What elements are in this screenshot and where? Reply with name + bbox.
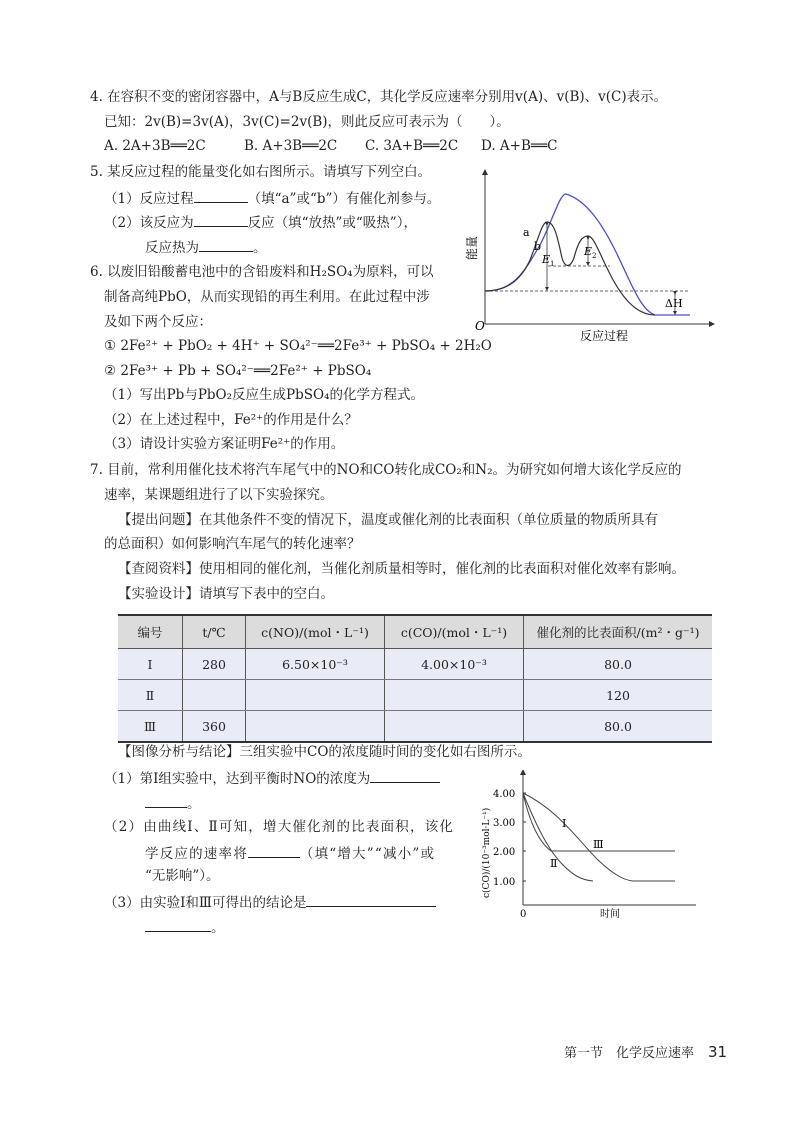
q7-sub3-text: （3）由实验Ⅰ和Ⅲ可得出的结论是 <box>104 895 307 911</box>
q7-reference: 【查阅资料】使用相同的催化剂，当催化剂质量相等时，催化剂的比表面积对催化效率有影响。 <box>118 561 685 577</box>
cell-id: Ⅰ <box>118 649 183 680</box>
q6-line2: 制备高纯PbO，从而实现铅的再生利用。在此过程中涉 <box>104 289 430 305</box>
q5-heat-text: 反应热为 <box>145 240 199 256</box>
q7-line2: 速率，某课题组进行了以下实验探究。 <box>104 487 334 503</box>
q4-stem-line2: 已知：2v(B)=3v(A)，3v(C)=2v(B)，则此反应可表示为（ ）。 <box>104 114 510 130</box>
q6-reaction1: ① 2Fe²⁺ + PbO₂ + 4H⁺ + SO₄²⁻══2Fe³⁺ + PbSO₄ + 2H₂O <box>104 338 492 354</box>
delta-h-label: ΔH <box>665 297 683 310</box>
q4-option-b: B. A+3B══2C <box>244 138 338 154</box>
q7-sub1-blank-cont[interactable] <box>145 793 187 808</box>
header-id: 编号 <box>118 615 183 649</box>
q5-sub1 <box>104 188 440 208</box>
header-area: 催化剂的比表面积/(m²・g⁻¹) <box>524 615 713 649</box>
cell-co-blank[interactable] <box>385 680 524 711</box>
series-label-1: Ⅰ <box>562 817 567 830</box>
series-label-2: Ⅱ <box>550 857 558 870</box>
ytick-2: 2.00 <box>493 847 516 858</box>
section-title: 第一节 化学反应速率 <box>564 1046 695 1061</box>
ytick-1: 1.00 <box>493 877 516 888</box>
q5-sub1-text: （1）反应过程 <box>104 191 194 207</box>
cell-co: 4.00×10⁻³ <box>385 649 524 680</box>
q6-sub2: （2）在上述过程中，Fe²⁺的作用是什么？ <box>104 412 358 428</box>
q4-stem-line1: 4. 在容积不变的密闭容器中，A与B反应生成C，其化学反应速率分别用v(A)、v(B)、v(C)表示。 <box>90 89 668 105</box>
q4-option-d: D. A+B══C <box>481 138 558 154</box>
q7-sub3-end: 。 <box>211 920 225 936</box>
page-footer <box>564 1042 727 1061</box>
header-co: c(CO)/(mol・L⁻¹) <box>385 615 524 649</box>
cell-temp: 360 <box>183 711 246 743</box>
cell-temp: 280 <box>183 649 246 680</box>
q7-problem-1: 【提出问题】在其他条件不变的情况下，温度或催化剂的比表面积（单位质量的物质所具有 <box>118 512 658 528</box>
q7-line1: 7. 目前，常利用催化技术将汽车尾气中的NO和CO转化成CO₂和N₂。为研究如何增大该化学反应的 <box>90 462 682 478</box>
curve-b-label: b <box>534 240 542 253</box>
q5-sub2-text-end: 反应（填“放热”或“吸热”）， <box>247 215 417 231</box>
q5-stem: 5. 某反应过程的能量变化如右图所示。请填写下列空白。 <box>90 164 432 180</box>
q7-sub2-line3: “无影响”）。 <box>145 868 220 884</box>
q6-line3: 及如下两个反应： <box>104 314 212 330</box>
q4-option-a: A. 2A+3B══2C <box>104 138 206 154</box>
x-axis-time: 时间 <box>600 909 620 920</box>
q7-sub2-line1: （2）由曲线Ⅰ、Ⅱ可知，增大催化剂的比表面积，该化 <box>104 819 455 835</box>
header-temp: t/℃ <box>183 615 246 649</box>
q6-sub1: （1）写出Pb与PbO₂反应生成PbSO₄的化学方程式。 <box>104 387 424 403</box>
q7-sub1-text: （1）第Ⅰ组实验中，达到平衡时NO的浓度为 <box>104 771 371 787</box>
table-row <box>118 649 712 680</box>
ytick-3: 3.00 <box>493 818 516 829</box>
cell-no-blank[interactable] <box>246 711 385 743</box>
experiment-table <box>118 614 712 743</box>
e1-label: $E_1$ <box>542 253 555 268</box>
q7-design: 【实验设计】请填写下表中的空白。 <box>118 586 334 602</box>
cell-co-blank[interactable] <box>385 711 524 743</box>
q6-line1: 6. 以废旧铅酸蓄电池中的含铅废料和H₂SO₄为原料，可以 <box>90 264 434 280</box>
cell-id: Ⅱ <box>118 680 183 711</box>
cell-no: 6.50×10⁻³ <box>246 649 385 680</box>
q5-sub1-blank[interactable] <box>194 188 248 203</box>
q4-option-c: C. 3A+B══2C <box>365 138 459 154</box>
y-axis-co: c(CO)/(10⁻³mol·L⁻¹) <box>482 807 492 898</box>
co-concentration-chart <box>478 770 698 930</box>
cell-temp-blank[interactable] <box>183 680 246 711</box>
q7-sub3-cont <box>145 917 225 937</box>
q5-sub2-text: （2）该反应为 <box>104 215 194 231</box>
table-row <box>118 711 712 743</box>
q7-sub1-cont <box>145 793 201 813</box>
x-axis-label: 反应过程 <box>580 329 629 343</box>
header-no: c(NO)/(mol・L⁻¹) <box>246 615 385 649</box>
ytick-4: 4.00 <box>493 789 516 800</box>
table-row <box>118 680 712 711</box>
cell-area: 80.0 <box>524 711 713 743</box>
q6-sub3: （3）请设计实验方案证明Fe²⁺的作用。 <box>104 436 345 452</box>
cell-area: 120 <box>524 680 713 711</box>
cell-id: Ⅲ <box>118 711 183 743</box>
q5-heat-end: 。 <box>253 240 267 256</box>
q7-sub2-text: 学反应的速率将 <box>145 846 248 862</box>
q7-sub2-blank[interactable] <box>248 843 300 858</box>
curve-a-label: a <box>523 226 530 239</box>
series-label-3: Ⅲ <box>593 838 604 851</box>
q7-sub1-end: 。 <box>187 796 201 812</box>
q7-sub2-options: （填“增大”“减小”或 <box>299 846 436 862</box>
page-number: 31 <box>708 1043 728 1061</box>
e2-label: $E_2$ <box>584 245 597 260</box>
table-header-row <box>118 615 712 649</box>
q7-sub3-blank-cont[interactable] <box>145 917 211 932</box>
q7-sub3 <box>104 892 436 912</box>
q5-sub1-text-end: （填“a”或“b”）有催化剂参与。 <box>247 191 441 207</box>
origin-label: O <box>475 319 485 333</box>
q7-sub1-blank[interactable] <box>370 768 440 783</box>
q5-heat-blank[interactable] <box>199 237 253 252</box>
q7-sub1 <box>104 768 440 788</box>
origin-zero: 0 <box>520 909 527 920</box>
q6-reaction2: ② 2Fe³⁺ + Pb + SO₄²⁻══2Fe²⁺ + PbSO₄ <box>104 363 372 379</box>
cell-no-blank[interactable] <box>246 680 385 711</box>
q5-sub2 <box>104 212 417 232</box>
cell-area: 80.0 <box>524 649 713 680</box>
y-axis-label: 能量 <box>465 235 479 260</box>
q7-analysis: 【图像分析与结论】三组实验中CO的浓度随时间的变化如右图所示。 <box>118 744 531 760</box>
q7-sub2-line2 <box>145 843 435 863</box>
energy-diagram <box>460 160 720 350</box>
q7-sub3-blank[interactable] <box>306 892 436 907</box>
q5-sub2-heat <box>145 237 267 257</box>
q5-sub2-blank[interactable] <box>194 212 248 227</box>
q7-problem-2: 的总面积）如何影响汽车尾气的转化速率？ <box>104 536 361 552</box>
